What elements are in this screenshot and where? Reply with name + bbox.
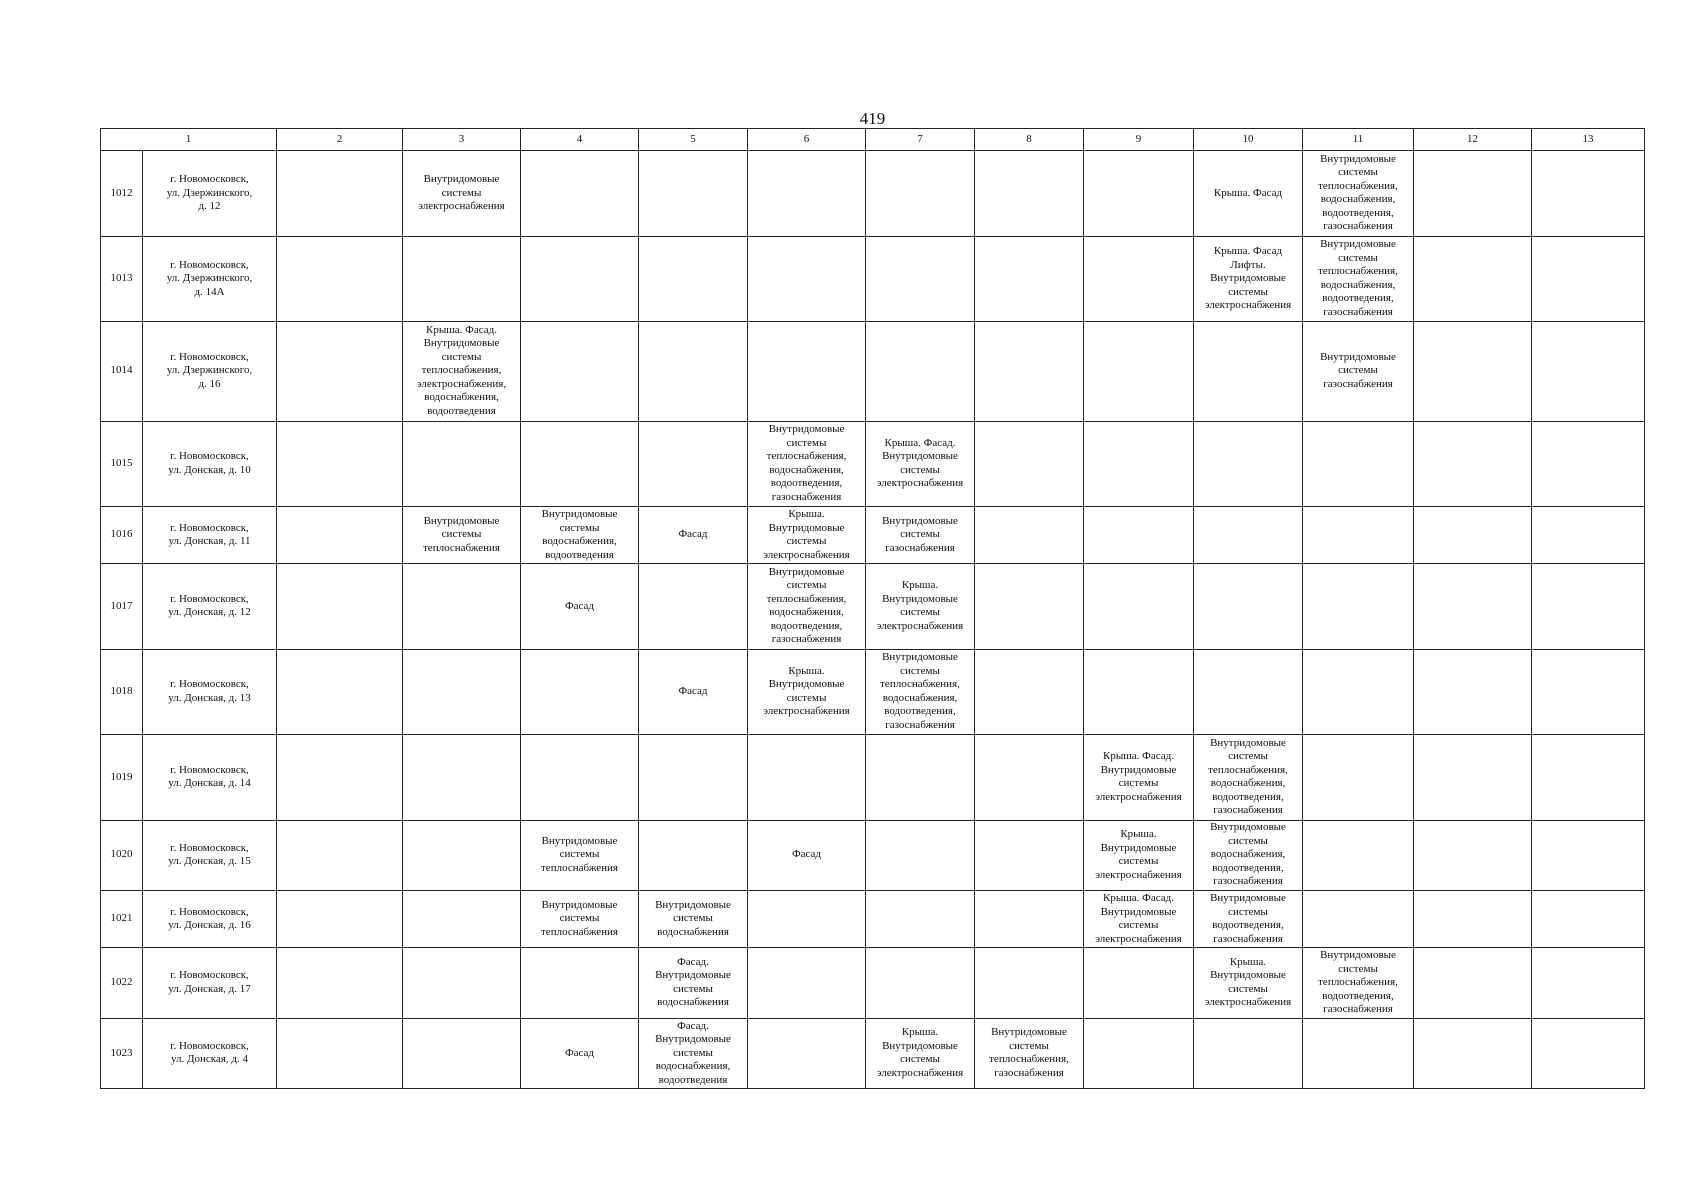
capital-repair-table xyxy=(100,128,1645,1089)
work-cell xyxy=(1532,151,1645,236)
table-row xyxy=(101,506,1645,563)
work-cell: Внутридомовые системы теплоснабжения xyxy=(521,890,639,947)
work-cell: Внутридомовые системы водоснабжения xyxy=(639,890,748,947)
work-cell xyxy=(1303,820,1414,890)
work-cell xyxy=(748,948,866,1018)
table-row xyxy=(101,564,1645,649)
work-cell: Внутридомовые системы теплоснабжения, газоснабжения xyxy=(975,1018,1084,1088)
work-cell xyxy=(1532,506,1645,563)
work-cell: Внутридомовые системы теплоснабжения, водоснабжения, водоотведения, газоснабжения xyxy=(1194,735,1303,820)
work-cell xyxy=(1194,321,1303,421)
work-cell: Фасад xyxy=(521,564,639,649)
work-cell xyxy=(1194,649,1303,734)
work-cell xyxy=(975,506,1084,563)
work-cell: Крыша. Внутридомовые системы электроснабжения xyxy=(1084,820,1194,890)
work-cell: Крыша. Внутридомовые системы электроснабжения xyxy=(866,1018,975,1088)
work-cell: Внутридомовые системы теплоснабжения xyxy=(521,820,639,890)
work-cell: Внутридомовые системы теплоснабжения, водоснабжения, водоотведения, газоснабжения xyxy=(1303,151,1414,236)
column-header: 12 xyxy=(1414,129,1532,151)
work-cell xyxy=(277,236,403,321)
work-cell xyxy=(1084,1018,1194,1088)
table-row xyxy=(101,321,1645,421)
column-header: 11 xyxy=(1303,129,1414,151)
work-cell xyxy=(1532,820,1645,890)
work-cell xyxy=(1532,649,1645,734)
work-cell xyxy=(1414,1018,1532,1088)
work-cell: Крыша. Фасад. Внутридомовые системы электроснабжения xyxy=(866,421,975,506)
work-cell: Крыша. Фасад. Внутридомовые системы теплоснабжения, электроснабжения, водоснабжения, водоотведения xyxy=(403,321,521,421)
address-cell: г. Новомосковск, ул. Донская, д. 16 xyxy=(143,890,277,947)
work-cell xyxy=(403,236,521,321)
work-cell xyxy=(975,735,1084,820)
work-cell xyxy=(1532,421,1645,506)
work-cell xyxy=(1303,564,1414,649)
work-cell xyxy=(1414,948,1532,1018)
work-cell xyxy=(403,820,521,890)
table-row xyxy=(101,948,1645,1018)
work-cell xyxy=(866,151,975,236)
work-cell xyxy=(1414,735,1532,820)
row-number: 1015 xyxy=(101,421,143,506)
address-cell: г. Новомосковск, ул. Дзержинского, д. 14А xyxy=(143,236,277,321)
address-cell: г. Новомосковск, ул. Донская, д. 14 xyxy=(143,735,277,820)
work-cell xyxy=(748,890,866,947)
work-cell xyxy=(866,890,975,947)
work-cell xyxy=(1303,421,1414,506)
work-cell xyxy=(1303,890,1414,947)
work-cell: Крыша. Фасад. Внутридомовые системы электроснабжения xyxy=(1084,735,1194,820)
work-cell xyxy=(1303,649,1414,734)
work-cell xyxy=(521,649,639,734)
work-cell xyxy=(1414,421,1532,506)
column-header: 2 xyxy=(277,129,403,151)
work-cell xyxy=(975,564,1084,649)
work-cell: Внутридомовые системы водоснабжения, водоотведения xyxy=(521,506,639,563)
column-header: 5 xyxy=(639,129,748,151)
column-header: 13 xyxy=(1532,129,1645,151)
work-cell xyxy=(639,820,748,890)
work-cell xyxy=(521,321,639,421)
work-cell xyxy=(748,735,866,820)
column-header: 8 xyxy=(975,129,1084,151)
work-cell: Фасад. Внутридомовые системы водоснабжения, водоотведения xyxy=(639,1018,748,1088)
work-cell xyxy=(277,506,403,563)
work-cell xyxy=(975,321,1084,421)
work-cell xyxy=(1084,506,1194,563)
address-cell: г. Новомосковск, ул. Донская, д. 4 xyxy=(143,1018,277,1088)
work-cell xyxy=(277,735,403,820)
row-number: 1018 xyxy=(101,649,143,734)
work-cell xyxy=(277,564,403,649)
work-cell xyxy=(748,321,866,421)
address-cell: г. Новомосковск, ул. Донская, д. 12 xyxy=(143,564,277,649)
work-cell xyxy=(277,820,403,890)
work-cell xyxy=(1194,564,1303,649)
work-cell xyxy=(277,421,403,506)
work-cell xyxy=(1084,151,1194,236)
work-cell xyxy=(748,151,866,236)
work-cell xyxy=(277,649,403,734)
table-row xyxy=(101,820,1645,890)
column-header: 7 xyxy=(866,129,975,151)
work-cell xyxy=(639,151,748,236)
work-cell: Внутридомовые системы газоснабжения xyxy=(866,506,975,563)
page-number: 419 xyxy=(859,109,886,128)
work-cell xyxy=(277,151,403,236)
column-header: 9 xyxy=(1084,129,1194,151)
table-row xyxy=(101,890,1645,947)
address-cell: г. Новомосковск, ул. Донская, д. 10 xyxy=(143,421,277,506)
work-cell xyxy=(1084,321,1194,421)
work-cell xyxy=(521,948,639,1018)
work-cell xyxy=(277,948,403,1018)
work-cell: Крыша. Внутридомовые системы электроснабжения xyxy=(866,564,975,649)
work-cell xyxy=(639,421,748,506)
work-cell: Крыша. Фасад xyxy=(1194,151,1303,236)
work-cell xyxy=(1532,236,1645,321)
row-number: 1019 xyxy=(101,735,143,820)
work-cell xyxy=(403,421,521,506)
work-cell: Крыша. Внутридомовые системы электроснабжения xyxy=(1194,948,1303,1018)
work-cell xyxy=(1084,948,1194,1018)
table-row xyxy=(101,735,1645,820)
work-cell: Внутридомовые системы теплоснабжения, водоснабжения, водоотведения, газоснабжения xyxy=(1303,236,1414,321)
table-row xyxy=(101,236,1645,321)
work-cell: Крыша. Фасад. Внутридомовые системы электроснабжения xyxy=(1084,890,1194,947)
work-cell: Фасад xyxy=(748,820,866,890)
work-cell xyxy=(403,948,521,1018)
work-cell xyxy=(1414,506,1532,563)
row-number: 1023 xyxy=(101,1018,143,1088)
work-cell: Внутридомовые системы электроснабжения xyxy=(403,151,521,236)
work-cell xyxy=(748,1018,866,1088)
work-cell: Фасад. Внутридомовые системы водоснабжения xyxy=(639,948,748,1018)
work-cell: Крыша. Внутридомовые системы электроснабжения xyxy=(748,649,866,734)
column-header: 6 xyxy=(748,129,866,151)
work-cell xyxy=(639,236,748,321)
work-cell xyxy=(403,649,521,734)
row-number: 1013 xyxy=(101,236,143,321)
table-row xyxy=(101,649,1645,734)
table-row xyxy=(101,151,1645,236)
work-cell xyxy=(975,236,1084,321)
work-cell xyxy=(403,890,521,947)
work-cell xyxy=(1414,321,1532,421)
table-row xyxy=(101,421,1645,506)
work-cell xyxy=(403,564,521,649)
work-cell xyxy=(277,890,403,947)
work-cell: Внутридомовые системы теплоснабжения, водоснабжения, водоотведения, газоснабжения xyxy=(748,564,866,649)
work-cell xyxy=(521,735,639,820)
row-number: 1012 xyxy=(101,151,143,236)
work-cell xyxy=(866,820,975,890)
work-cell xyxy=(1532,1018,1645,1088)
column-header: 3 xyxy=(403,129,521,151)
work-cell: Внутридомовые системы газоснабжения xyxy=(1303,321,1414,421)
work-cell xyxy=(1194,421,1303,506)
work-cell: Фасад xyxy=(639,506,748,563)
work-cell xyxy=(975,890,1084,947)
address-cell: г. Новомосковск, ул. Дзержинского, д. 16 xyxy=(143,321,277,421)
work-cell xyxy=(1414,236,1532,321)
work-cell xyxy=(866,735,975,820)
work-cell xyxy=(1414,820,1532,890)
column-header: 10 xyxy=(1194,129,1303,151)
work-cell: Внутридомовые системы теплоснабжения, водоснабжения, водоотведения, газоснабжения xyxy=(748,421,866,506)
work-cell: Внутридомовые системы теплоснабжения xyxy=(403,506,521,563)
work-cell xyxy=(975,151,1084,236)
work-cell xyxy=(1303,735,1414,820)
work-cell xyxy=(975,820,1084,890)
work-cell xyxy=(277,1018,403,1088)
row-number: 1021 xyxy=(101,890,143,947)
work-cell: Внутридомовые системы теплоснабжения, водоотведения, газоснабжения xyxy=(1303,948,1414,1018)
work-cell xyxy=(866,948,975,1018)
table-header-row xyxy=(101,129,1645,151)
work-cell xyxy=(403,735,521,820)
work-cell xyxy=(639,735,748,820)
work-cell xyxy=(1084,649,1194,734)
work-cell: Внутридомовые системы водоснабжения, водоотведения, газоснабжения xyxy=(1194,820,1303,890)
work-cell xyxy=(1532,321,1645,421)
work-cell xyxy=(521,236,639,321)
work-cell xyxy=(1414,890,1532,947)
work-cell xyxy=(975,649,1084,734)
work-cell xyxy=(1414,151,1532,236)
work-cell xyxy=(1414,649,1532,734)
work-cell xyxy=(975,948,1084,1018)
work-cell xyxy=(403,1018,521,1088)
column-header: 4 xyxy=(521,129,639,151)
address-cell: г. Новомосковск, ул. Донская, д. 11 xyxy=(143,506,277,563)
work-cell xyxy=(1194,506,1303,563)
address-cell: г. Новомосковск, ул. Донская, д. 17 xyxy=(143,948,277,1018)
column-header: 1 xyxy=(101,129,277,151)
row-number: 1014 xyxy=(101,321,143,421)
work-cell xyxy=(1303,1018,1414,1088)
work-cell xyxy=(975,421,1084,506)
address-cell: г. Новомосковск, ул. Дзержинского, д. 12 xyxy=(143,151,277,236)
work-cell xyxy=(639,564,748,649)
row-number: 1022 xyxy=(101,948,143,1018)
work-cell xyxy=(748,236,866,321)
work-cell xyxy=(521,421,639,506)
work-cell xyxy=(1084,236,1194,321)
work-cell: Крыша. Фасад Лифты. Внутридомовые системы электроснабжения xyxy=(1194,236,1303,321)
work-cell xyxy=(1532,890,1645,947)
row-number: 1020 xyxy=(101,820,143,890)
work-cell: Фасад xyxy=(639,649,748,734)
work-cell: Внутридомовые системы водоотведения, газоснабжения xyxy=(1194,890,1303,947)
work-cell xyxy=(1303,506,1414,563)
work-cell: Фасад xyxy=(521,1018,639,1088)
work-cell xyxy=(1084,421,1194,506)
work-cell xyxy=(1532,564,1645,649)
row-number: 1017 xyxy=(101,564,143,649)
work-cell: Внутридомовые системы теплоснабжения, водоснабжения, водоотведения, газоснабжения xyxy=(866,649,975,734)
work-cell: Крыша. Внутридомовые системы электроснабжения xyxy=(748,506,866,563)
work-cell xyxy=(1194,1018,1303,1088)
work-cell xyxy=(1414,564,1532,649)
table-row xyxy=(101,1018,1645,1088)
work-cell xyxy=(866,236,975,321)
work-cell xyxy=(866,321,975,421)
work-cell xyxy=(639,321,748,421)
address-cell: г. Новомосковск, ул. Донская, д. 13 xyxy=(143,649,277,734)
work-cell xyxy=(1532,948,1645,1018)
address-cell: г. Новомосковск, ул. Донская, д. 15 xyxy=(143,820,277,890)
work-cell xyxy=(1084,564,1194,649)
work-cell xyxy=(521,151,639,236)
work-cell xyxy=(277,321,403,421)
row-number: 1016 xyxy=(101,506,143,563)
work-cell xyxy=(1532,735,1645,820)
